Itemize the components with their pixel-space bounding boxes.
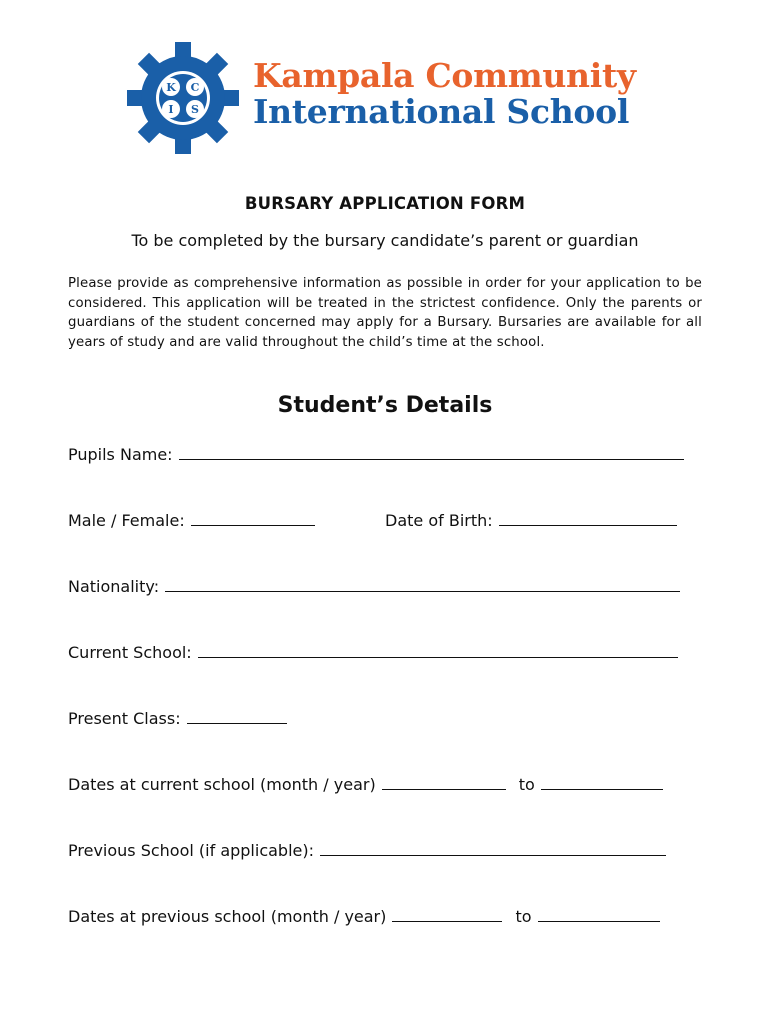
logo-letter: K: [166, 81, 176, 94]
form-subtitle: To be completed by the bursary candidate’s parent or guardian: [131, 231, 639, 250]
school-logo: [125, 40, 655, 165]
logo-letter: I: [168, 103, 174, 116]
dates-current-label: Dates at current school (month / year): [68, 775, 376, 794]
dates-previous-label: Dates at previous school (month / year): [68, 907, 387, 926]
dates-previous-row: [68, 907, 660, 926]
present-class-row: [68, 709, 287, 728]
pupils-name-field[interactable]: [179, 445, 684, 460]
previous-school-row: [68, 841, 666, 860]
form-title: BURSARY APPLICATION FORM: [244, 194, 526, 213]
dates-current-row: [68, 775, 663, 794]
present-class-label: Present Class:: [68, 709, 181, 728]
school-name: [253, 58, 636, 130]
to-label: to: [515, 907, 532, 926]
current-school-label: Current School:: [68, 643, 192, 662]
section-heading: Student’s Details: [277, 393, 493, 418]
to-label: to: [518, 775, 535, 794]
current-school-field[interactable]: [198, 643, 678, 658]
previous-school-label: Previous School (if applicable):: [68, 841, 314, 860]
dob-field[interactable]: [499, 511, 677, 526]
nationality-row: [68, 577, 680, 596]
logo-letter: C: [190, 81, 200, 94]
gear-emblem-icon: [125, 40, 241, 156]
gender-field[interactable]: [191, 511, 315, 526]
gender-row: [68, 511, 315, 530]
school-name-line1: Kampala Community: [253, 56, 636, 95]
nationality-label: Nationality:: [68, 577, 160, 596]
current-school-row: [68, 643, 678, 662]
previous-school-field[interactable]: [320, 841, 666, 856]
logo-letter: S: [191, 103, 199, 116]
dob-label: Date of Birth:: [385, 511, 493, 530]
pupils-name-row: [68, 445, 684, 464]
present-class-field[interactable]: [187, 709, 287, 724]
dob-row: [385, 511, 677, 530]
dates-previous-from-field[interactable]: [392, 907, 502, 922]
dates-current-from-field[interactable]: [382, 775, 506, 790]
gender-label: Male / Female:: [68, 511, 185, 530]
dates-current-to-field[interactable]: [541, 775, 663, 790]
intro-paragraph: Please provide as comprehensive information as possible in order for your application to be considered. This application will be treated in the strictest confidence. Only the parents or guardians of the student concerned may apply for a Bursary. Bursaries are available for all years of study and are valid throughout the child’s time at the school.: [68, 276, 702, 350]
pupils-name-label: Pupils Name:: [68, 445, 173, 464]
nationality-field[interactable]: [165, 577, 680, 592]
school-name-line2: International School: [253, 92, 630, 131]
dates-previous-to-field[interactable]: [538, 907, 660, 922]
